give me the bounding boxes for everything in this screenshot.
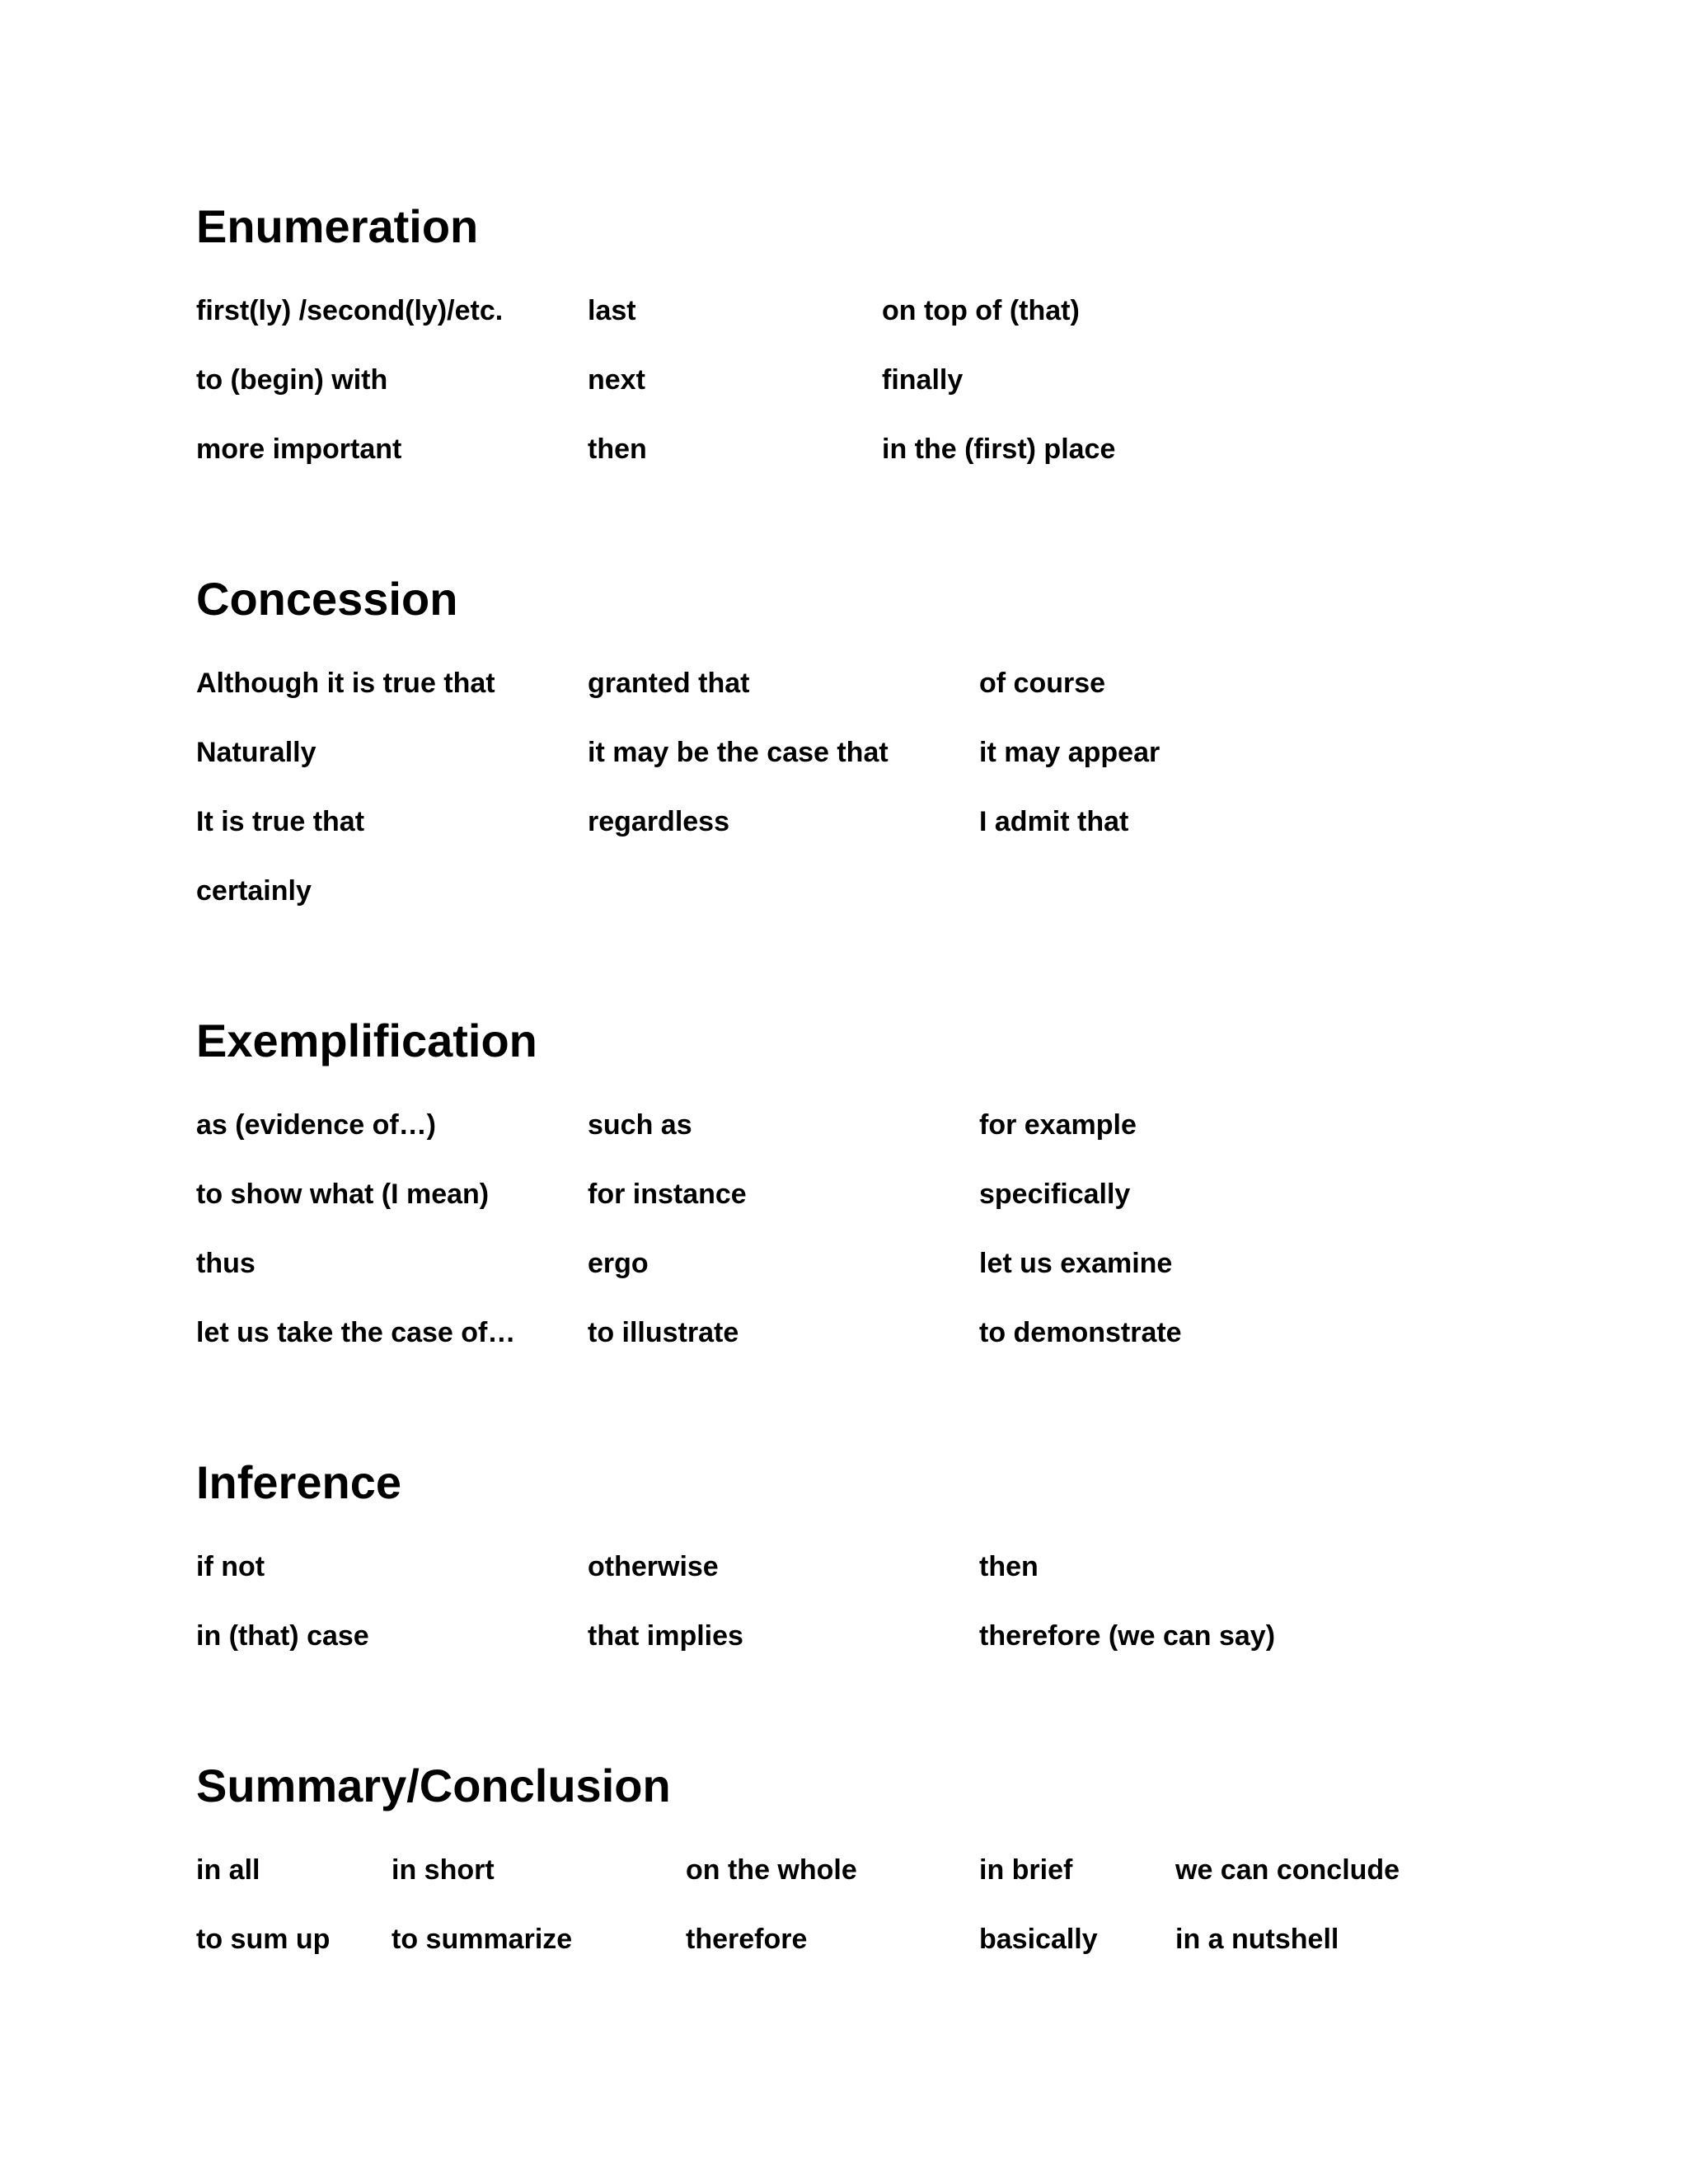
term-it-may-appear: it may appear (979, 737, 1160, 768)
term-specifically: specifically (979, 1179, 1131, 1210)
term-in-a-nutshell: in a nutshell (1175, 1924, 1339, 1955)
section-heading-exemplification: Exemplification (196, 1015, 537, 1066)
term-it-may-be-the-case-that: it may be the case that (588, 737, 889, 768)
term-then: then (588, 434, 647, 465)
term-to-sum-up: to sum up (196, 1924, 331, 1955)
term-we-can-conclude: we can conclude (1175, 1854, 1400, 1886)
term-to-show-what-i-mean: to show what (I mean) (196, 1179, 490, 1210)
term-to-begin-with: to (begin) with (196, 364, 388, 396)
term-last: last (588, 295, 636, 326)
term-of-course: of course (979, 668, 1106, 699)
term-in-short: in short (392, 1854, 495, 1886)
term-as-evidence-of: as (evidence of…) (196, 1109, 436, 1141)
term-to-illustrate: to illustrate (588, 1317, 739, 1348)
section-heading-enumeration: Enumeration (196, 200, 479, 252)
term-otherwise: otherwise (588, 1551, 719, 1582)
term-it-is-true-that: It is true that (196, 806, 365, 837)
term-in-all: in all (196, 1854, 260, 1886)
term-that-implies: that implies (588, 1620, 743, 1652)
term-ergo: ergo (588, 1248, 649, 1279)
term-i-admit-that: I admit that (979, 806, 1129, 837)
term-granted-that: granted that (588, 668, 750, 699)
term-for-example: for example (979, 1109, 1137, 1141)
term-therefore: therefore (686, 1924, 808, 1955)
term-more-important: more important (196, 434, 402, 465)
term-in-brief: in brief (979, 1854, 1073, 1886)
term-basically: basically (979, 1924, 1098, 1955)
term-certainly: certainly (196, 875, 312, 907)
section-heading-concession: Concession (196, 573, 458, 625)
term-such-as: such as (588, 1109, 692, 1141)
term-to-summarize: to summarize (392, 1924, 573, 1955)
term-on-top-of-that: on top of (that) (882, 295, 1080, 326)
term-in-that-case: in (that) case (196, 1620, 369, 1652)
term-thus: thus (196, 1248, 256, 1279)
term-to-demonstrate: to demonstrate (979, 1317, 1182, 1348)
term-let-us-examine: let us examine (979, 1248, 1173, 1279)
term-if-not: if not (196, 1551, 265, 1582)
term-next: next (588, 364, 645, 396)
term-in-the-first-place: in the (first) place (882, 434, 1116, 465)
term-for-instance: for instance (588, 1179, 747, 1210)
term-naturally: Naturally (196, 737, 316, 768)
term-on-the-whole: on the whole (686, 1854, 857, 1886)
term-first-ly: first(ly) /second(ly)/etc. (196, 295, 504, 326)
section-heading-summary-conclusion: Summary/Conclusion (196, 1760, 671, 1811)
term-although-it-is-true-that: Although it is true that (196, 668, 495, 699)
term-let-us-take-the-case-of: let us take the case of… (196, 1317, 516, 1348)
term-then-inference: then (979, 1551, 1039, 1582)
section-heading-inference: Inference (196, 1456, 401, 1508)
term-therefore-we-can-say: therefore (we can say) (979, 1620, 1276, 1652)
term-regardless: regardless (588, 806, 729, 837)
term-finally: finally (882, 364, 964, 396)
